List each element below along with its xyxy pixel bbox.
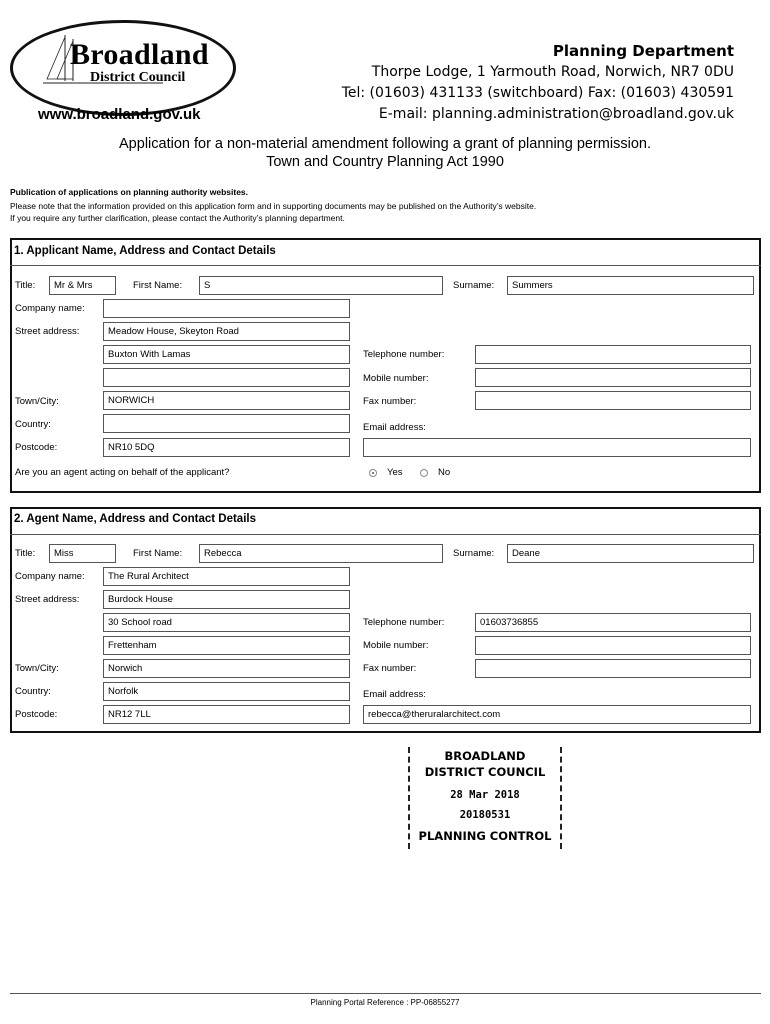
mobile-label: Mobile number: bbox=[363, 373, 429, 384]
applicant-fax-field[interactable] bbox=[475, 391, 751, 410]
stamp-reference: 20180531 bbox=[459, 809, 511, 821]
agent-question: Are you an agent acting on behalf of the applicant? bbox=[15, 467, 230, 478]
section-divider bbox=[10, 534, 761, 535]
town-label: Town/City: bbox=[15, 663, 59, 674]
agent-email-field[interactable]: rebecca@theruralarchitect.com bbox=[363, 705, 751, 724]
agent-postcode-field[interactable]: NR12 7LL bbox=[103, 705, 350, 724]
publication-line: Please note that the information provided on this application form and in supporting documents may be published on the Authority’s website. bbox=[10, 201, 537, 211]
department-phone: Tel: (01603) 431133 (switchboard) Fax: (01603) 430591 bbox=[341, 85, 734, 101]
agent-first-name-field[interactable]: Rebecca bbox=[199, 544, 443, 563]
applicant-street-field-3[interactable] bbox=[103, 368, 350, 387]
website-link[interactable]: www.broadland.gov.uk bbox=[38, 106, 201, 123]
applicant-postcode-field[interactable]: NR10 5DQ bbox=[103, 438, 350, 457]
applicant-surname-field[interactable]: Summers bbox=[507, 276, 754, 295]
email-label: Email address: bbox=[363, 422, 426, 433]
department-name: Planning Department bbox=[552, 42, 734, 60]
agent-no-label: No bbox=[438, 467, 451, 478]
contact-block bbox=[342, 40, 734, 125]
received-stamp bbox=[408, 747, 562, 849]
street-label: Street address: bbox=[15, 326, 80, 337]
agent-title-field[interactable]: Miss bbox=[49, 544, 116, 563]
telephone-label: Telephone number: bbox=[363, 349, 445, 360]
surname-label: Surname: bbox=[453, 280, 495, 291]
department-email: E-mail: planning.administration@broadland.gov.uk bbox=[378, 106, 734, 122]
stamp-council-sub: DISTRICT COUNCIL bbox=[424, 765, 546, 779]
applicant-company-field[interactable] bbox=[103, 299, 350, 318]
title-label: Title: bbox=[15, 280, 36, 291]
company-label: Company name: bbox=[15, 571, 85, 582]
agent-heading: 2. Agent Name, Address and Contact Details bbox=[14, 513, 256, 525]
mobile-label: Mobile number: bbox=[363, 640, 429, 651]
country-label: Country: bbox=[15, 686, 51, 697]
agent-yes-radio[interactable] bbox=[369, 469, 377, 477]
applicant-heading: 1. Applicant Name, Address and Contact Details bbox=[14, 245, 276, 257]
logo-name: Broadland bbox=[70, 38, 209, 71]
applicant-telephone-field[interactable] bbox=[475, 345, 751, 364]
stamp-date: 28 Mar 2018 bbox=[450, 789, 520, 801]
stamp-department: PLANNING CONTROL bbox=[418, 829, 552, 843]
section-divider bbox=[10, 265, 761, 266]
fax-label: Fax number: bbox=[363, 663, 417, 674]
applicant-town-field[interactable]: NORWICH bbox=[103, 391, 350, 410]
footer-divider bbox=[10, 993, 761, 994]
agent-telephone-field[interactable]: 01603736855 bbox=[475, 613, 751, 632]
agent-fax-field[interactable] bbox=[475, 659, 751, 678]
country-label: Country: bbox=[15, 419, 51, 430]
form-title: Application for a non-material amendment following a grant of planning permission. bbox=[119, 136, 651, 152]
portal-reference: Planning Portal Reference : PP-06855277 bbox=[310, 998, 460, 1007]
department-address: Thorpe Lodge, 1 Yarmouth Road, Norwich, NR7 0DU bbox=[371, 64, 734, 80]
agent-yes-label: Yes bbox=[387, 467, 403, 478]
logo-subtitle: District Council bbox=[90, 70, 186, 85]
applicant-country-field[interactable] bbox=[103, 414, 350, 433]
agent-mobile-field[interactable] bbox=[475, 636, 751, 655]
street-label: Street address: bbox=[15, 594, 80, 605]
applicant-email-field[interactable] bbox=[363, 438, 751, 457]
agent-company-field[interactable]: The Rural Architect bbox=[103, 567, 350, 586]
publication-line: If you require any further clarification, please contact the Authority’s planning department. bbox=[10, 213, 345, 223]
publication-heading: Publication of applications on planning authority websites. bbox=[10, 187, 249, 197]
agent-street-field-3[interactable]: Frettenham bbox=[103, 636, 350, 655]
agent-no-radio[interactable] bbox=[420, 469, 428, 477]
agent-surname-field[interactable]: Deane bbox=[507, 544, 754, 563]
applicant-title-field[interactable]: Mr & Mrs bbox=[49, 276, 116, 295]
telephone-label: Telephone number: bbox=[363, 617, 445, 628]
agent-country-field[interactable]: Norfolk bbox=[103, 682, 350, 701]
first-name-label: First Name: bbox=[133, 280, 183, 291]
applicant-street-field-2[interactable]: Buxton With Lamas bbox=[103, 345, 350, 364]
agent-street-field-2[interactable]: 30 School road bbox=[103, 613, 350, 632]
email-label: Email address: bbox=[363, 689, 426, 700]
surname-label: Surname: bbox=[453, 548, 495, 559]
applicant-street-field-1[interactable]: Meadow House, Skeyton Road bbox=[103, 322, 350, 341]
title-label: Title: bbox=[15, 548, 36, 559]
town-label: Town/City: bbox=[15, 396, 59, 407]
applicant-first-name-field[interactable]: S bbox=[199, 276, 443, 295]
fax-label: Fax number: bbox=[363, 396, 417, 407]
stamp-council: BROADLAND bbox=[444, 749, 526, 763]
agent-town-field[interactable]: Norwich bbox=[103, 659, 350, 678]
postcode-label: Postcode: bbox=[15, 709, 58, 720]
publication-notice bbox=[10, 200, 536, 224]
form-subtitle: Town and Country Planning Act 1990 bbox=[266, 154, 504, 170]
postcode-label: Postcode: bbox=[15, 442, 58, 453]
applicant-mobile-field[interactable] bbox=[475, 368, 751, 387]
agent-street-field-1[interactable]: Burdock House bbox=[103, 590, 350, 609]
first-name-label: First Name: bbox=[133, 548, 183, 559]
company-label: Company name: bbox=[15, 303, 85, 314]
